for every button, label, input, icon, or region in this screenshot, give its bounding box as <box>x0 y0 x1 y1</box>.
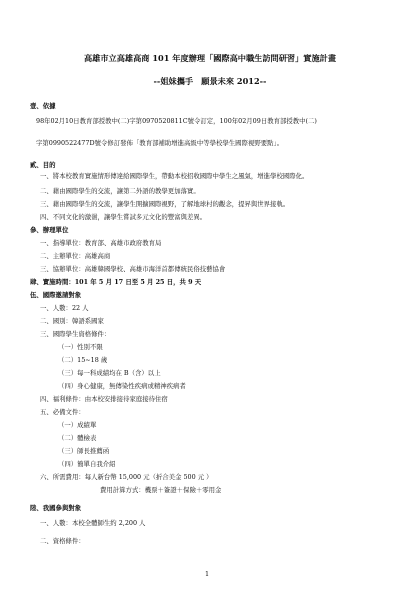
section-heading-invitees: 伍、國際邀請對象 <box>30 291 82 299</box>
invitee-documents: 五、必備文件： <box>40 408 85 416</box>
qualification-2: （二）15~18 歲 <box>58 356 108 364</box>
purpose-item-4: 四、不同文化的激盪，讓學生嘗試多元文化的豐富與差異。 <box>40 213 207 221</box>
invitee-fee: 六、所需費用：每人新台幣 15,000 元（折合美金 500 元 ） <box>40 473 213 481</box>
fee-calculation: 費用計算方式：機票＋簽證＋保險＋零用金 <box>100 486 222 494</box>
document-subtitle: --姐妹攜手 願景未來 2012-- <box>153 76 267 86</box>
purpose-item-3: 三、藉由國際學生的交流，讓學生開擴國際視野，了解地球村的觀念，提昇與世界接軌。 <box>40 200 290 208</box>
page-number: 1 <box>205 570 210 578</box>
invitee-nationality: 二、國別：韓語系國家 <box>40 317 104 325</box>
document-3: （三）師長推薦函 <box>58 447 110 455</box>
document-1: （一）成績單 <box>58 421 97 429</box>
invitee-count: 一、人數：22 人 <box>40 304 89 312</box>
document-4: （四）簡單自我介紹 <box>58 460 116 468</box>
unit-co-organizer: 三、協辦單位：高雄韓國學校、高雄市海洋首都傳統民俗技藝協會 <box>40 265 226 273</box>
invitee-qualifications: 三、國際學生資格條件： <box>40 330 111 338</box>
section-heading-units: 參、辦理單位 <box>30 226 69 234</box>
document-title: 高雄市立高雄高商 101 年度辦理「國際高中職生訪問研習」實施計畫 <box>83 53 337 63</box>
basis-line-1: 98年02月10日教育部授教中(二)字第0970520811C號令訂定，100年02月09日教育部授教中(二) <box>36 117 317 125</box>
unit-guidance: 一、指導單位：教育部、高雄市政府教育局 <box>40 239 162 247</box>
participant-count: 一、人數：本校全體師生約 2,200 人 <box>40 519 146 527</box>
section-heading-schedule: 肆、實施時間：101 年 5 月 17 日至 5 月 25 日，共 9 天 <box>30 278 202 286</box>
qualification-4: （四）身心健康，無傳染性疾病或精神疾病者 <box>58 382 186 390</box>
document-2: （二）體檢表 <box>58 434 97 442</box>
section-heading-basis: 壹、依據 <box>30 102 56 110</box>
qualification-3: （三）每一科成績均在 B（含）以上 <box>58 369 161 377</box>
section-heading-local-participants: 陸、我國參與對象 <box>30 504 82 512</box>
purpose-item-2: 二、藉由國際學生的交流，讓第二外語的教學更加落實。 <box>40 187 200 195</box>
section-heading-purpose: 貳、目的 <box>30 161 56 169</box>
basis-line-2: 字第0990522477D號令修訂發佈「教育部補助增進高級中等學校學生國際視野要點」。 <box>36 139 284 147</box>
participant-qualifications: 二、資格條件： <box>40 537 85 545</box>
unit-organizer: 二、主辦單位：高雄高商 <box>40 252 111 260</box>
qualification-1: （一）性別不限 <box>58 343 103 351</box>
purpose-item-1: 一、將本校教育實施情形傳達給國際學生，帶動本校招收國際中學生之風氣，增進學校國際化。 <box>40 172 309 180</box>
invitee-benefits: 四、福利條件：由本校安排接待家庭接待住宿 <box>40 395 168 403</box>
